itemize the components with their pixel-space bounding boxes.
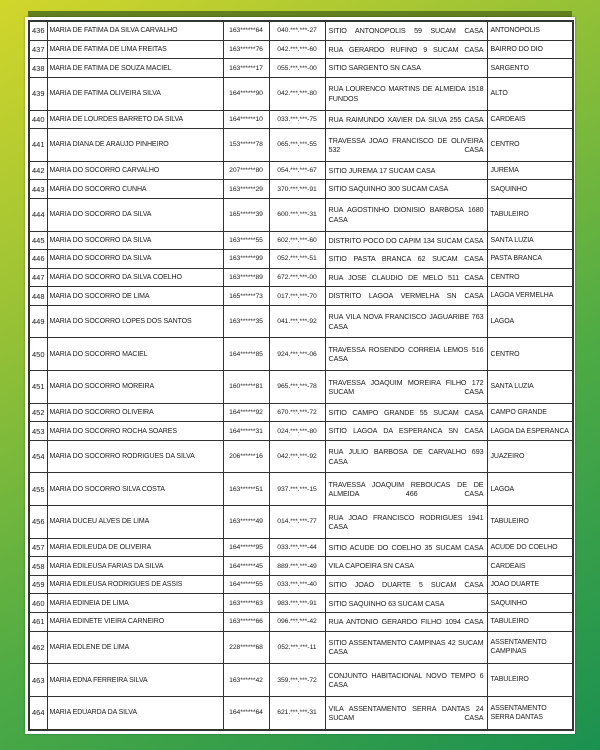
row-number-cell: 442 [29, 161, 47, 180]
name-cell: MARIA DUCEU ALVES DE LIMA [47, 506, 223, 539]
address-cell: SITIO ASSENTAMENTO CAMPINAS 42 SUCAM CASA [325, 631, 487, 664]
address-cell: TRAVESSA JOAQUIM REBOUCAS DE DE ALMEIDA 466 CASA [325, 473, 487, 506]
district-cell: ASSENTAMENTO CAMPINAS [487, 631, 573, 664]
masked-cpf-cell: 670.***.***-72 [269, 403, 325, 422]
address-cell: RUA AGOSTINHO DIONISIO BARBOSA 1680 CASA [325, 198, 487, 231]
masked-cpf-cell: 033.***.***-40 [269, 575, 325, 594]
masked-cpf-cell: 041.***.***-92 [269, 305, 325, 338]
masked-cpf-cell: 042.***.***-60 [269, 40, 325, 59]
masked-id-cell: 165******73 [223, 287, 269, 306]
masked-id-cell: 163******35 [223, 305, 269, 338]
row-number-cell: 456 [29, 506, 47, 539]
name-cell: MARIA DO SOCORRO CARVALHO [47, 161, 223, 180]
row-number-cell: 436 [29, 21, 47, 40]
row-number-cell: 441 [29, 129, 47, 162]
masked-id-cell: 163******42 [223, 664, 269, 697]
name-cell: MARIA DO SOCORRO SILVA COSTA [47, 473, 223, 506]
address-cell: SITIO PASTA BRANCA 62 SUCAM CASA [325, 250, 487, 269]
district-cell: SANTA LUZIA [487, 371, 573, 404]
row-number-cell: 449 [29, 305, 47, 338]
name-cell: MARIA DE FATIMA DA SILVA CARVALHO [47, 21, 223, 40]
name-cell: MARIA DO SOCORRO RODRIGUES DA SILVA [47, 440, 223, 473]
beneficiary-row [29, 180, 573, 199]
masked-cpf-cell: 014.***.***-77 [269, 506, 325, 539]
masked-cpf-cell: 672.***.***-00 [269, 268, 325, 287]
masked-cpf-cell: 033.***.***-44 [269, 538, 325, 557]
address-cell: CONJUNTO HABITACIONAL NOVO TEMPO 6 CASA [325, 664, 487, 697]
masked-cpf-cell: 965.***.***-78 [269, 371, 325, 404]
address-cell: TRAVESSA JOAO FRANCISCO DE OLIVEIRA 532 CASA [325, 129, 487, 162]
beneficiary-row [29, 21, 573, 40]
district-cell: PASTA BRANCA [487, 250, 573, 269]
address-cell: DISTRITO POCO DO CAPIM 134 SUCAM CASA [325, 231, 487, 250]
masked-id-cell: 228******68 [223, 631, 269, 664]
masked-id-cell: 163******63 [223, 594, 269, 613]
row-number-cell: 453 [29, 422, 47, 441]
district-cell: ACUDE DO COELHO [487, 538, 573, 557]
masked-cpf-cell: 983.***.***-91 [269, 594, 325, 613]
masked-id-cell: 164******90 [223, 77, 269, 110]
row-number-cell: 460 [29, 594, 47, 613]
masked-id-cell: 164******92 [223, 403, 269, 422]
address-cell: RUA GERARDO RUFINO 9 SUCAM CASA [325, 40, 487, 59]
beneficiary-row [29, 403, 573, 422]
district-cell: CARDEAIS [487, 557, 573, 576]
beneficiary-row [29, 557, 573, 576]
row-number-cell: 451 [29, 371, 47, 404]
district-cell: ANTONOPOLIS [487, 21, 573, 40]
masked-id-cell: 163******99 [223, 250, 269, 269]
beneficiary-row [29, 110, 573, 129]
beneficiary-row [29, 631, 573, 664]
address-cell: RUA JOAO FRANCISCO RODRIGUES 1941 CASA [325, 506, 487, 539]
masked-cpf-cell: 602.***.***-60 [269, 231, 325, 250]
name-cell: MARIA DO SOCORRO LOPES DOS SANTOS [47, 305, 223, 338]
name-cell: MARIA EDILEUSA RODRIGUES DE ASSIS [47, 575, 223, 594]
masked-id-cell: 164******55 [223, 575, 269, 594]
district-cell: SAQUINHO [487, 594, 573, 613]
masked-cpf-cell: 017.***.***-70 [269, 287, 325, 306]
name-cell: MARIA DO SOCORRO DA SILVA [47, 231, 223, 250]
masked-cpf-cell: 600.***.***-31 [269, 198, 325, 231]
district-cell: JUAZEIRO [487, 440, 573, 473]
name-cell: MARIA EDINETE VIEIRA CARNEIRO [47, 613, 223, 632]
masked-id-cell: 160******81 [223, 371, 269, 404]
name-cell: MARIA DE LOURDES BARRETO DA SILVA [47, 110, 223, 129]
row-number-cell: 461 [29, 613, 47, 632]
row-number-cell: 446 [29, 250, 47, 269]
district-cell: TABULEIRO [487, 664, 573, 697]
district-cell: LAGOA DA ESPERANCA [487, 422, 573, 441]
name-cell: MARIA EDNA FERREIRA SILVA [47, 664, 223, 697]
beneficiary-row [29, 422, 573, 441]
masked-id-cell: 164******85 [223, 338, 269, 371]
district-cell: SAQUINHO [487, 180, 573, 199]
row-number-cell: 455 [29, 473, 47, 506]
beneficiary-row [29, 538, 573, 557]
name-cell: MARIA EDINEIA DE LIMA [47, 594, 223, 613]
address-cell: SITIO ANTONOPOLIS 59 SUCAM CASA [325, 21, 487, 40]
masked-id-cell: 163******49 [223, 506, 269, 539]
masked-cpf-cell: 052.***.***-11 [269, 631, 325, 664]
masked-cpf-cell: 042.***.***-80 [269, 77, 325, 110]
address-cell: VILA CAPOEIRA SN CASA [325, 557, 487, 576]
beneficiary-row [29, 129, 573, 162]
beneficiary-row [29, 59, 573, 78]
beneficiary-row [29, 250, 573, 269]
address-cell: RUA JOSE CLAUDIO DE MELO 511 CASA [325, 268, 487, 287]
masked-cpf-cell: 065.***.***-55 [269, 129, 325, 162]
masked-cpf-cell: 889.***.***-49 [269, 557, 325, 576]
name-cell: MARIA DO SOCORRO MACIEL [47, 338, 223, 371]
masked-id-cell: 165******39 [223, 198, 269, 231]
name-cell: MARIA DO SOCORRO CUNHA [47, 180, 223, 199]
masked-id-cell: 206******16 [223, 440, 269, 473]
masked-id-cell: 164******10 [223, 110, 269, 129]
row-number-cell: 443 [29, 180, 47, 199]
district-cell: LAGOA [487, 473, 573, 506]
masked-cpf-cell: 096.***.***-42 [269, 613, 325, 632]
masked-id-cell: 163******55 [223, 231, 269, 250]
district-cell: BAIRRO DO DIO [487, 40, 573, 59]
address-cell: TRAVESSA ROSENDO CORREIA LEMOS 516 CASA [325, 338, 487, 371]
beneficiary-row [29, 198, 573, 231]
name-cell: MARIA DO SOCORRO DA SILVA [47, 250, 223, 269]
masked-id-cell: 164******45 [223, 557, 269, 576]
name-cell: MARIA DO SOCORRO ROCHA SOARES [47, 422, 223, 441]
district-cell: TABULEIRO [487, 506, 573, 539]
name-cell: MARIA EDLENE DE LIMA [47, 631, 223, 664]
address-cell: RUA VILA NOVA FRANCISCO JAGUARIBE 763 CASA [325, 305, 487, 338]
beneficiary-row [29, 473, 573, 506]
beneficiary-row [29, 575, 573, 594]
beneficiary-row [29, 664, 573, 697]
name-cell: MARIA DO SOCORRO DE LIMA [47, 287, 223, 306]
beneficiary-row [29, 40, 573, 59]
beneficiary-row [29, 231, 573, 250]
beneficiary-row [29, 613, 573, 632]
district-cell: SANTA LUZIA [487, 231, 573, 250]
district-cell: TABULEIRO [487, 613, 573, 632]
district-cell: JOAO DUARTE [487, 575, 573, 594]
address-cell: RUA JULIO BARBOSA DE CARVALHO 693 CASA [325, 440, 487, 473]
address-cell: SITIO JUREMA 17 SUCAM CASA [325, 161, 487, 180]
masked-cpf-cell: 370.***.***-91 [269, 180, 325, 199]
masked-cpf-cell: 055.***.***-00 [269, 59, 325, 78]
masked-cpf-cell: 359.***.***-72 [269, 664, 325, 697]
masked-cpf-cell: 621.***.***-31 [269, 696, 325, 730]
beneficiary-row [29, 77, 573, 110]
row-number-cell: 448 [29, 287, 47, 306]
address-cell: RUA LOURENCO MARTINS DE ALMEIDA 1518 FUNDOS [325, 77, 487, 110]
row-number-cell: 437 [29, 40, 47, 59]
masked-id-cell: 163******66 [223, 613, 269, 632]
district-cell: JUREMA [487, 161, 573, 180]
name-cell: MARIA DO SOCORRO DA SILVA COELHO [47, 268, 223, 287]
masked-id-cell: 163******51 [223, 473, 269, 506]
district-cell: CARDEAIS [487, 110, 573, 129]
row-number-cell: 452 [29, 403, 47, 422]
row-number-cell: 462 [29, 631, 47, 664]
name-cell: MARIA DE FATIMA DE LIMA FREITAS [47, 40, 223, 59]
address-cell: SITIO LAGOA DA ESPERANCA SN CASA [325, 422, 487, 441]
district-cell: ALTO [487, 77, 573, 110]
district-cell: CENTRO [487, 338, 573, 371]
masked-id-cell: 163******89 [223, 268, 269, 287]
masked-id-cell: 153******78 [223, 129, 269, 162]
address-cell: SITIO CAMPO GRANDE 55 SUCAM CASA [325, 403, 487, 422]
address-cell: TRAVESSA JOAQUIM MOREIRA FILHO 172 SUCAM CASA [325, 371, 487, 404]
beneficiary-row [29, 594, 573, 613]
masked-id-cell: 163******29 [223, 180, 269, 199]
row-number-cell: 458 [29, 557, 47, 576]
beneficiary-row [29, 440, 573, 473]
masked-cpf-cell: 040.***.***-27 [269, 21, 325, 40]
address-cell: SITIO JOAO DUARTE 5 SUCAM CASA [325, 575, 487, 594]
row-number-cell: 440 [29, 110, 47, 129]
masked-id-cell: 163******17 [223, 59, 269, 78]
masked-cpf-cell: 924.***.***-06 [269, 338, 325, 371]
masked-id-cell: 164******64 [223, 696, 269, 730]
district-cell: LAGOA [487, 305, 573, 338]
row-number-cell: 464 [29, 696, 47, 730]
masked-cpf-cell: 033.***.***-75 [269, 110, 325, 129]
masked-cpf-cell: 042.***.***-92 [269, 440, 325, 473]
district-cell: SARGENTO [487, 59, 573, 78]
masked-cpf-cell: 024.***.***-80 [269, 422, 325, 441]
district-cell: CAMPO GRANDE [487, 403, 573, 422]
beneficiary-row [29, 161, 573, 180]
district-cell: CENTRO [487, 268, 573, 287]
name-cell: MARIA EDUARDA DA SILVA [47, 696, 223, 730]
address-cell: VILA ASSENTAMENTO SERRA DANTAS 24 SUCAM CASA [325, 696, 487, 730]
masked-cpf-cell: 054.***.***-67 [269, 161, 325, 180]
row-number-cell: 459 [29, 575, 47, 594]
district-cell: CENTRO [487, 129, 573, 162]
masked-id-cell: 163******64 [223, 21, 269, 40]
row-number-cell: 454 [29, 440, 47, 473]
row-number-cell: 444 [29, 198, 47, 231]
beneficiary-row [29, 506, 573, 539]
beneficiary-row [29, 338, 573, 371]
address-cell: SITIO SARGENTO SN CASA [325, 59, 487, 78]
name-cell: MARIA DO SOCORRO OLIVEIRA [47, 403, 223, 422]
masked-cpf-cell: 937.***.***-15 [269, 473, 325, 506]
name-cell: MARIA EDILEUSA FARIAS DA SILVA [47, 557, 223, 576]
masked-id-cell: 163******76 [223, 40, 269, 59]
beneficiary-row [29, 268, 573, 287]
name-cell: MARIA DE FATIMA OLIVEIRA SILVA [47, 77, 223, 110]
row-number-cell: 450 [29, 338, 47, 371]
district-cell: LAGOA VERMELHA [487, 287, 573, 306]
address-cell: RUA ANTONIO GERARDO FILHO 1094 CASA [325, 613, 487, 632]
address-cell: RUA RAIMUNDO XAVIER DA SILVA 255 CASA [325, 110, 487, 129]
name-cell: MARIA DO SOCORRO MOREIRA [47, 371, 223, 404]
row-number-cell: 439 [29, 77, 47, 110]
address-cell: DISTRITO LAGOA VERMELHA SN CASA [325, 287, 487, 306]
name-cell: MARIA EDILEUDA DE OLIVEIRA [47, 538, 223, 557]
district-cell: ASSENTAMENTO SERRA DANTAS [487, 696, 573, 730]
beneficiary-row [29, 305, 573, 338]
row-number-cell: 438 [29, 59, 47, 78]
beneficiary-row [29, 287, 573, 306]
name-cell: MARIA DIANA DE ARAUJO PINHEIRO [47, 129, 223, 162]
masked-cpf-cell: 052.***.***-51 [269, 250, 325, 269]
address-cell: SITIO SAQUINHO 63 SUCAM CASA [325, 594, 487, 613]
row-number-cell: 457 [29, 538, 47, 557]
beneficiary-row [29, 371, 573, 404]
district-cell: TABULEIRO [487, 198, 573, 231]
masked-id-cell: 164******95 [223, 538, 269, 557]
masked-id-cell: 164******31 [223, 422, 269, 441]
row-number-cell: 445 [29, 231, 47, 250]
name-cell: MARIA DE FATIMA DE SOUZA MACIEL [47, 59, 223, 78]
row-number-cell: 447 [29, 268, 47, 287]
masked-id-cell: 207******80 [223, 161, 269, 180]
name-cell: MARIA DO SOCORRO DA SILVA [47, 198, 223, 231]
beneficiary-row [29, 696, 573, 730]
row-number-cell: 463 [29, 664, 47, 697]
address-cell: SITIO ACUDE DO COELHO 35 SUCAM CASA [325, 538, 487, 557]
document-sheet [25, 17, 575, 734]
beneficiary-table [28, 20, 574, 731]
address-cell: SITIO SAQUINHO 300 SUCAM CASA [325, 180, 487, 199]
